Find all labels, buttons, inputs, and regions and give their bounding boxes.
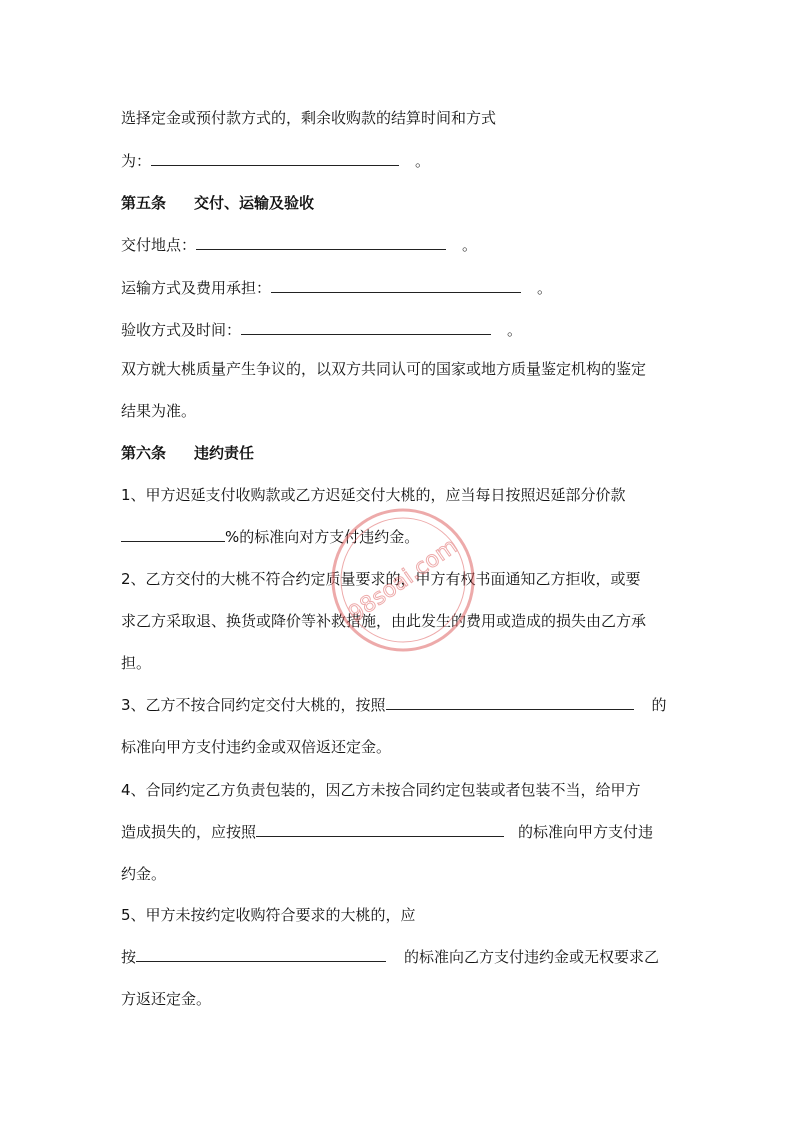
blank-field [271, 278, 521, 293]
text: %的标准向对方支付违约金。 [225, 528, 420, 546]
text-line: 2、乙方交付的大桃不符合约定质量要求的，甲方有权书面通知乙方拒收，或要 [121, 570, 641, 588]
text-line: 1、甲方迟延支付收购款或乙方迟延交付大桃的，应当每日按照迟延部分价款 [121, 486, 626, 504]
text-line: 约金。 [121, 865, 167, 883]
period: 。 [462, 236, 478, 254]
blank-field [241, 320, 491, 335]
blank-field [256, 822, 504, 837]
label: 交付地点： [121, 236, 197, 254]
text-line: 5、甲方未按约定收购符合要求的大桃的，应 [121, 906, 416, 924]
text-line [121, 320, 522, 340]
blank-field [196, 235, 446, 250]
section-heading-6 [121, 443, 254, 463]
section-number: 第六条 [121, 444, 167, 462]
section-heading-5 [121, 193, 314, 213]
text: 造成损失的，应按照 [121, 823, 257, 841]
text-line [121, 278, 552, 298]
text-line [121, 822, 653, 842]
label: 为： [121, 152, 152, 170]
text: 的标准向甲方支付违 [518, 823, 654, 841]
text-line [121, 695, 667, 715]
period: 。 [415, 152, 431, 170]
text: 3、乙方不按合同约定交付大桃的，按照 [121, 696, 386, 714]
text-line [121, 947, 659, 967]
text-line: 结果为准。 [121, 402, 197, 420]
text-line: 双方就大桃质量产生争议的，以双方共同认可的国家或地方质量鉴定机构的鉴定 [121, 360, 647, 378]
section-title: 违约责任 [194, 444, 255, 462]
section-title: 交付、运输及验收 [194, 194, 315, 212]
text-line: 4、合同约定乙方负责包装的，因乙方未按合同约定包装或者包装不当，给甲方 [121, 781, 641, 799]
text: 按 [121, 948, 137, 966]
text-line: 求乙方采取退、换货或降价等补救措施，由此发生的费用或造成的损失由乙方承 [121, 612, 647, 630]
text-line: 方返还定金。 [121, 990, 212, 1008]
text: 的 [651, 696, 667, 714]
blank-field [136, 947, 386, 962]
text-line: 标准向甲方支付违约金或双倍返还定金。 [121, 738, 392, 756]
blank-field [386, 695, 634, 710]
text-line [121, 235, 477, 255]
watermark-stamp [299, 476, 508, 685]
section-number: 第五条 [121, 194, 167, 212]
stamp-text: 98soai.com [344, 533, 463, 627]
period: 。 [507, 321, 523, 339]
text-line [121, 151, 430, 171]
text-line: 担。 [121, 654, 152, 672]
label: 验收方式及时间： [121, 321, 242, 339]
blank-field [151, 151, 399, 166]
period: 。 [537, 279, 553, 297]
text-line: 选择定金或预付款方式的，剩余收购款的结算时间和方式 [121, 109, 497, 127]
blank-field [121, 527, 225, 542]
label: 运输方式及费用承担： [121, 279, 272, 297]
text: 的标准向乙方支付违约金或无权要求乙 [404, 948, 660, 966]
